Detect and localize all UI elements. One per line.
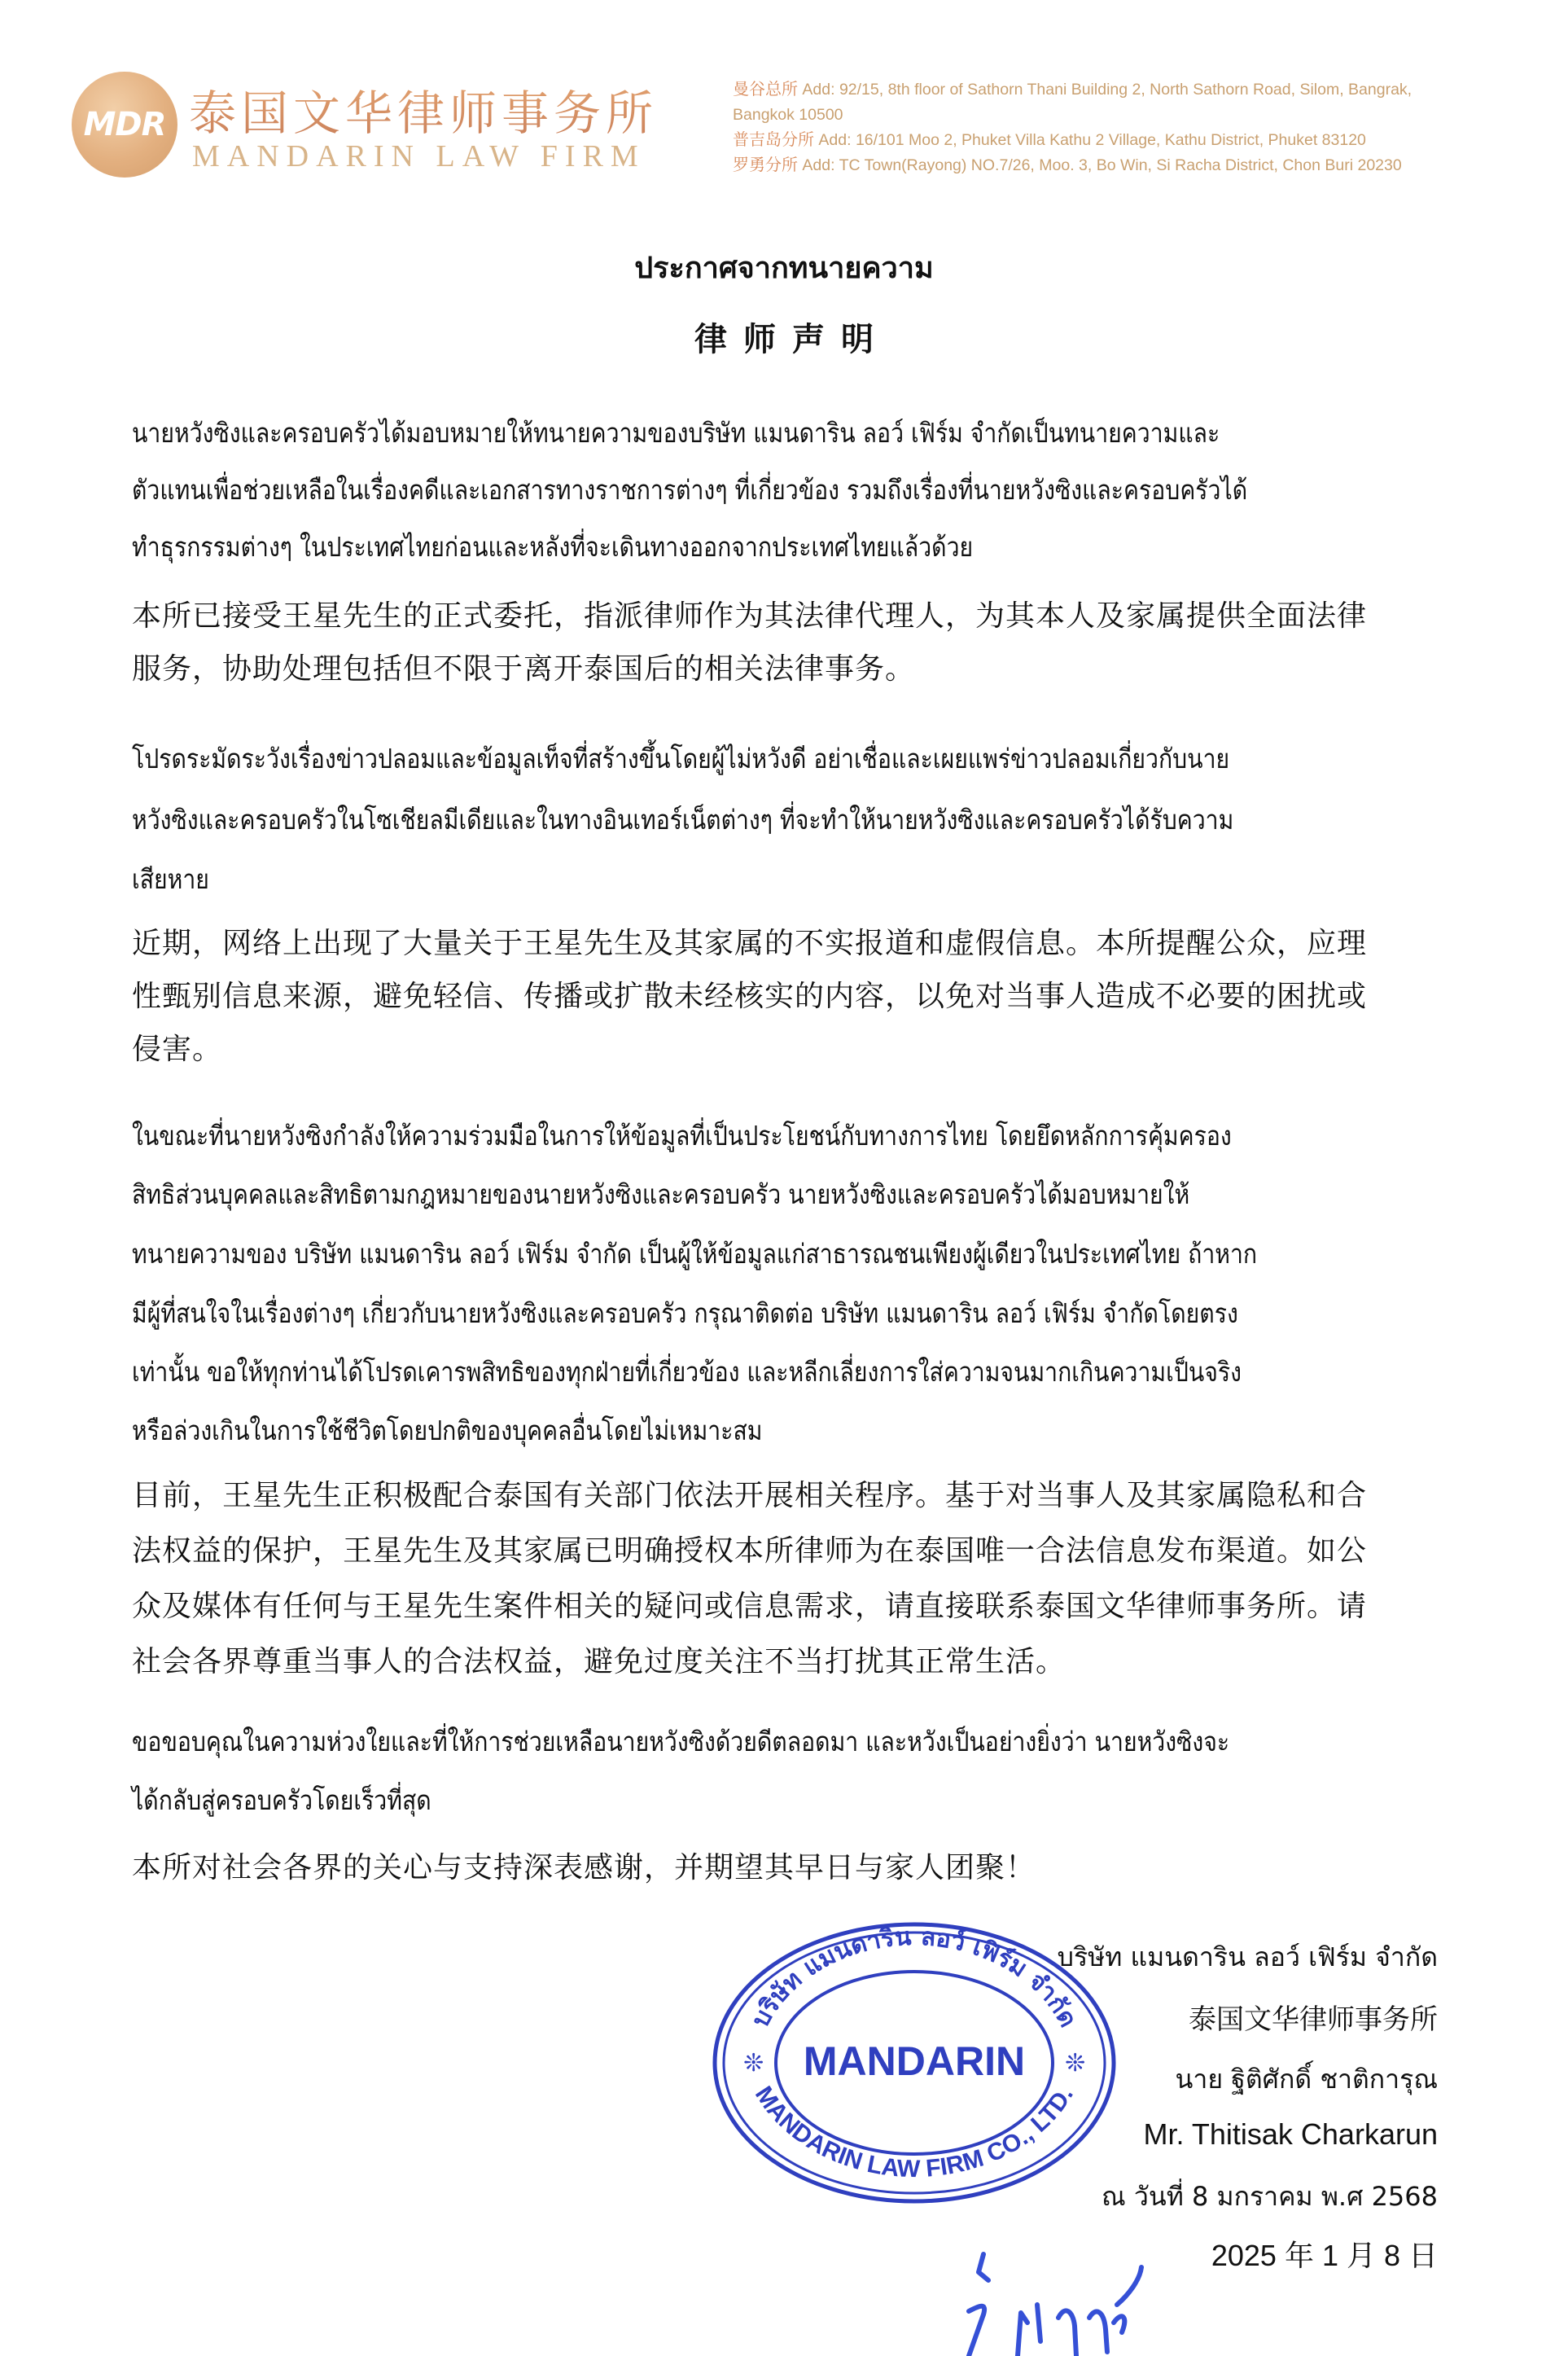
text-line: 本所对社会各界的关心与支持深表感谢，并期望其早日与家人团聚！ xyxy=(132,1851,1036,1884)
text-line: เสียหาย xyxy=(132,863,209,895)
signatory-company-thai: บริษัท แมนดาริน ลอว์ เฟิร์ม จำกัด xyxy=(1057,1941,1438,1972)
text-line: ตัวแทนเพื่อช่วยเหลือในเรื่องคดีและเอกสารทางราชการต่างๆ ที่เกี่ยวข้อง รวมถึงเรื่องที่นายหวังซิงและครอบครัวได้ xyxy=(132,474,1248,506)
text-line: ได้กลับสู่ครอบครัวโดยเร็วที่สุด xyxy=(132,1784,431,1816)
text-line: 法权益的保护，王星先生及其家属已明确授权本所律师为在泰国唯一合法信息发布渠道。如公 xyxy=(132,1534,1368,1568)
asterisk-icon: ❊ xyxy=(743,2049,764,2077)
text-line: 性甄别信息来源，避免轻信、传播或扩散未经核实的内容，以免对当事人造成不必要的困扰或 xyxy=(132,980,1368,1013)
text-line: ขอขอบคุณในความห่วงใยและที่ให้การช่วยเหลือนายหวังซิงด้วยดีตลอดมา และหวังเป็นอย่างยิ่งว่า นายหวังซิงจะ xyxy=(132,1726,1230,1757)
text-line: 服务，协助处理包括但不限于离开泰国后的相关法律事务。 xyxy=(132,652,916,686)
signatory-name-thai: นาย ฐิติศักดิ์ ชาติการุณ xyxy=(1175,2064,1438,2095)
text-line: ในขณะที่นายหวังซิงกำลังให้ความร่วมมือในการให้ข้อมูลที่เป็นประโยชน์กับทางการไทย โดยยึดหลักการคุ้มครอง xyxy=(132,1120,1232,1152)
firm-logo xyxy=(72,72,177,178)
date-chinese: 2025 年 1 月 8 日 xyxy=(1211,2239,1438,2272)
text-line: 社会各界尊重当事人的合法权益，避免过度关注不当打扰其正常生活。 xyxy=(132,1645,1067,1678)
handwritten-signature-icon xyxy=(936,2248,1229,2356)
stamp-bottom-text: MANDARIN LAW FIRM CO., LTD. xyxy=(749,2082,1079,2183)
text-line: นายหวังซิงและครอบครัวได้มอบหมายให้ทนายความของบริษัท แมนดาริน ลอว์ เฟิร์ม จำกัดเป็นทนายความและ xyxy=(132,417,1220,449)
text-line: มีผู้ที่สนใจในเรื่องต่างๆ เกี่ยวกับนายหวังซิงและครอบครัว กรุณาติดต่อ บริษัท แมนดาริน ลอว์ เฟิร์ม จำกัดโดยตรง xyxy=(132,1297,1238,1329)
text-line: 众及媒体有任何与王星先生案件相关的疑问或信息需求，请直接联系泰国文华律师事务所。请 xyxy=(132,1590,1368,1623)
asterisk-icon: ❊ xyxy=(1065,2049,1086,2077)
text-line: โปรดระมัดระวังเรื่องข่าวปลอมและข้อมูลเท็จที่สร้างขึ้นโดยผู้ไม่หวังดี อย่าเชื่อและเผยแพร่ข่าวปลอมเกี่ยวกับนาย xyxy=(132,743,1230,774)
address-rayong: 罗勇分所 Add: TC Town(Rayong) NO.7/26, Moo. 3, Bo Win, Si Racha District, Chon Buri 20230 xyxy=(733,156,1402,174)
firm-name-english: MANDARIN LAW FIRM xyxy=(192,139,646,173)
text-line: 目前，王星先生正积极配合泰国有关部门依法开展相关程序。基于对当事人及其家属隐私和合 xyxy=(132,1479,1368,1512)
stamp-center-text: MANDARIN xyxy=(803,2038,1026,2084)
text-line: 侵害。 xyxy=(132,1033,223,1066)
date-thai: ณ วันที่ 8 มกราคม พ.ศ 2568 xyxy=(1102,2181,1438,2212)
text-line: 近期，网络上出现了大量关于王星先生及其家属的不实报道和虚假信息。本所提醒公众，应理 xyxy=(132,927,1368,960)
signatory-company-chinese: 泰国文华律师事务所 xyxy=(1189,2003,1438,2036)
text-line: หวังซิงและครอบครัวในโซเชียลมีเดียและในทางอินเทอร์เน็ตต่างๆ ที่จะทำให้นายหวังซิงและครอบครัวได้รับความ xyxy=(132,804,1234,836)
address-phuket: 普吉岛分所 Add: 16/101 Moo 2, Phuket Villa Kathu 2 Village, Kathu District, Phuket 83120 xyxy=(733,131,1366,149)
address-bangkok-cont: Bangkok 10500 xyxy=(733,106,843,124)
firm-name-chinese: 泰国文华律师事务所 xyxy=(189,75,658,143)
text-line: สิทธิส่วนบุคคลและสิทธิตามกฎหมายของนายหวังซิงและครอบครัว นายหวังซิงและครอบครัวได้มอบหมายให้ xyxy=(132,1178,1190,1210)
address-bangkok: 曼谷总所 Add: 92/15, 8th floor of Sathorn Thani Building 2, North Sathorn Road, Silom, Bangrak, xyxy=(733,81,1413,99)
text-line: เท่านั้น ขอให้ทุกท่านได้โปรดเคารพสิทธิของทุกฝ่ายที่เกี่ยวข้อง และหลีกเลี่ยงการใส่ความจนมากเกินความเป็นจริง xyxy=(132,1356,1242,1388)
text-line: ทำธุรกรรมต่างๆ ในประเทศไทยก่อนและหลังที่จะเดินทางออกจากประเทศไทยแล้วด้วย xyxy=(132,531,974,563)
stamp-top-text: บริษัท แมนดาริน ลอว์ เฟิร์ม จำกัด xyxy=(746,1922,1083,2033)
text-line: 本所已接受王星先生的正式委托，指派律师作为其法律代理人，为其本人及家属提供全面法律 xyxy=(132,599,1368,633)
signatory-name-english: Mr. Thitisak Charkarun xyxy=(1143,2117,1438,2151)
text-line: ทนายความของ บริษัท แมนดาริน ลอว์ เฟิร์ม จำกัด เป็นผู้ให้ข้อมูลแก่สาธารณชนเพียงผู้เดียวในประเทศไทย ถ้าหาก xyxy=(132,1238,1258,1270)
logo-text: MDR xyxy=(83,106,166,143)
title-chinese: 律师声明 xyxy=(694,321,890,358)
office-addresses xyxy=(733,77,1555,178)
title-thai: ประกาศจากทนายความ xyxy=(634,252,934,285)
text-line: หรือล่วงเกินในการใช้ชีวิตโดยปกติของบุคคลอื่นโดยไม่เหมาะสม xyxy=(132,1415,763,1446)
